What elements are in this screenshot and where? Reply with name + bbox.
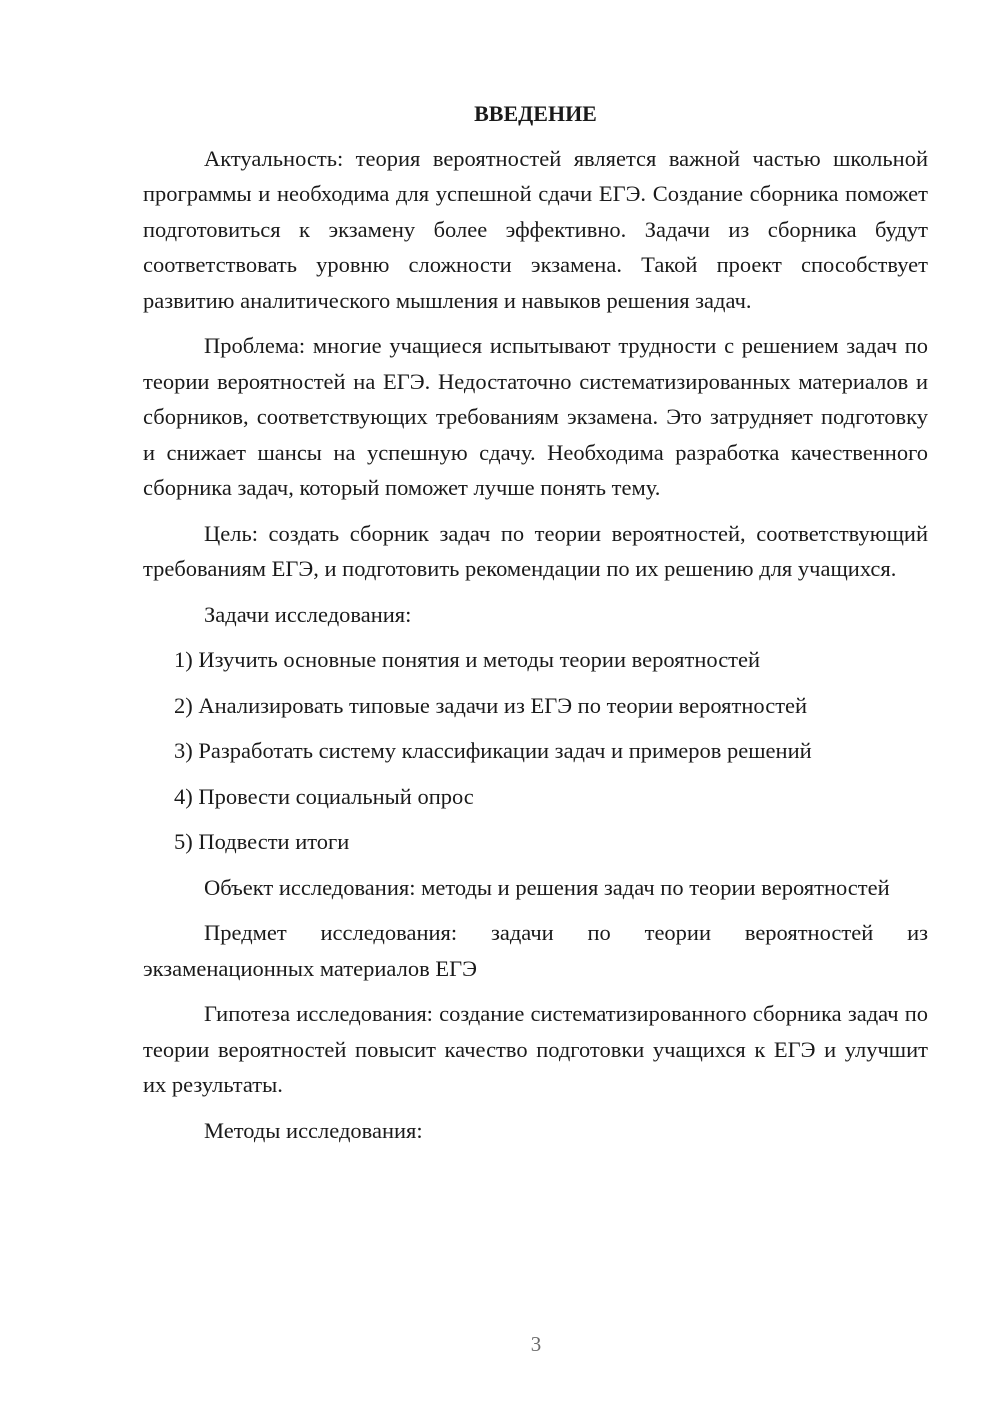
problem-paragraph: Проблема: многие учащиеся испытывают трудности с решением задач по теории вероятностей на ЕГЭ. Недостаточно систематизированных материалов и сборников, соответствующих требованиям экзамена. Это затрудняет подготовку и снижает шансы на успешную сдачу. Необходима разработка качественного сборника задач, который поможет лучше понять тему. [143, 333, 928, 500]
methods-label: Методы исследования: [204, 1117, 423, 1143]
page-content [143, 96, 928, 1158]
goal-paragraph: Цель: создать сборник задач по теории вероятностей, соответствующий требованиям ЕГЭ, и подготовить рекомендации по их решению для учащихся. [143, 520, 928, 581]
task-item: 1) Изучить основные понятия и методы теории вероятностей [174, 647, 761, 672]
object-paragraph: Объект исследования: методы и решения задач по теории вероятностей [204, 874, 890, 900]
page-number: 3 [530, 1332, 542, 1356]
tasks-list [143, 642, 928, 860]
task-item: 4) Провести социальный опрос [174, 783, 474, 809]
task-item: 2) Анализировать типовые задачи из ЕГЭ по теории вероятностей [174, 692, 808, 718]
task-item: 3) Разработать систему классификации задач и примеров решений [174, 738, 812, 763]
tasks-label: Задачи исследования: [204, 601, 412, 627]
subject-paragraph: Предмет исследования: задачи по теории вероятностей из экзаменационных материалов ЕГЭ [143, 920, 928, 981]
hypothesis-paragraph: Гипотеза исследования: создание систематизированного сборника задач по теории вероятностей повысит качество подготовки учащихся к ЕГЭ и улучшит их результаты. [143, 1001, 928, 1097]
relevance-paragraph: Актуальность: теория вероятностей является важной частью школьной программы и необходима для успешной сдачи ЕГЭ. Создание сборника поможет подготовиться к экзамену более эффективно. Задачи из сборника будут соответствовать уровню сложности экзамена. Такой проект способствует развитию аналитического мышления и навыков решения задач. [143, 145, 928, 313]
page-heading: ВВЕДЕНИЕ [474, 101, 597, 126]
task-item: 5) Подвести итоги [174, 829, 350, 854]
